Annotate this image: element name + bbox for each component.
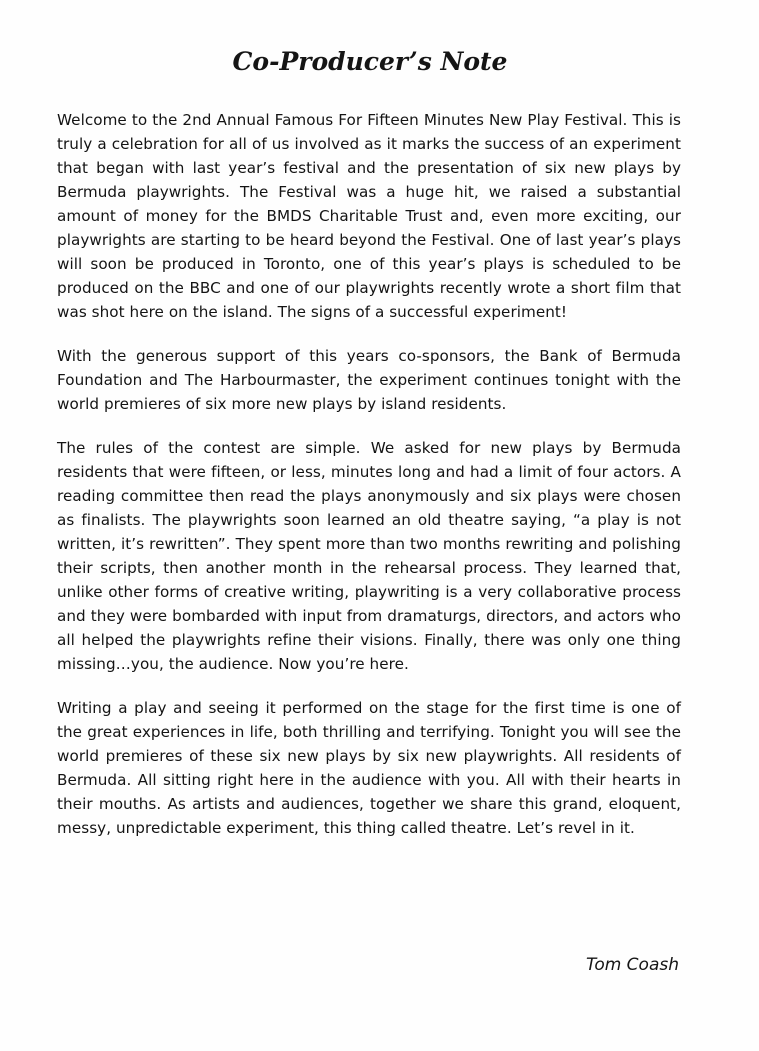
- paragraph-sponsors: With the generous support of this years co-sponsors, the Bank of Bermuda Foundation and The Harbourmaster, the experiment continues tonight with the world premieres of six more new plays by island residents.: [57, 347, 681, 413]
- page-title: Co-Producer’s Note: [232, 47, 508, 76]
- paragraph-welcome: Welcome to the 2nd Annual Famous For Fifteen Minutes New Play Festival. This is truly a celebration for all of us involved as it marks the success of an experiment that began with last year’s festival and the presentation of six new plays by Bermuda playwrights. The Festival was a huge hit, we raised a substantial amount of money for the BMDS Charitable Trust and, even more exciting, our playwrights are starting to be heard beyond the Festival. One of last year’s plays will soon be produced in Toronto, one of this year’s plays is scheduled to be produced on the BBC and one of our playwrights recently wrote a short film that was shot here on the island. The signs of a successful experiment!: [57, 111, 681, 321]
- author-signature: Tom Coash: [586, 955, 679, 975]
- paragraph-closing: Writing a play and seeing it performed on the stage for the first time is one of the great experiences in life, both thrilling and terrifying. Tonight you will see the world premieres of these six new plays by six new playwrights. All residents of Bermuda. All sitting right here in the audience with you. All with their hearts in their mouths. As artists and audiences, together we share this grand, eloquent, messy, unpredictable experiment, this thing called theatre. Let’s revel in it.: [57, 699, 681, 837]
- paragraph-rules: The rules of the contest are simple. We asked for new plays by Bermuda residents that were fifteen, or less, minutes long and had a limit of four actors. A reading committee then read the plays anonymously and six plays were chosen as finalists. The playwrights soon learned an old theatre saying, “a play is not written, it’s rewritten”. They spent more than two months rewriting and polishing their scripts, then another month in the rehearsal process. They learned that, unlike other forms of creative writing, playwriting is a very collaborative process and they were bombarded with input from dramaturgs, directors, and actors who all helped the playwrights refine their visions. Finally, there was only one thing missing…you, the audience. Now you’re here.: [57, 439, 681, 673]
- note-body: [57, 108, 681, 860]
